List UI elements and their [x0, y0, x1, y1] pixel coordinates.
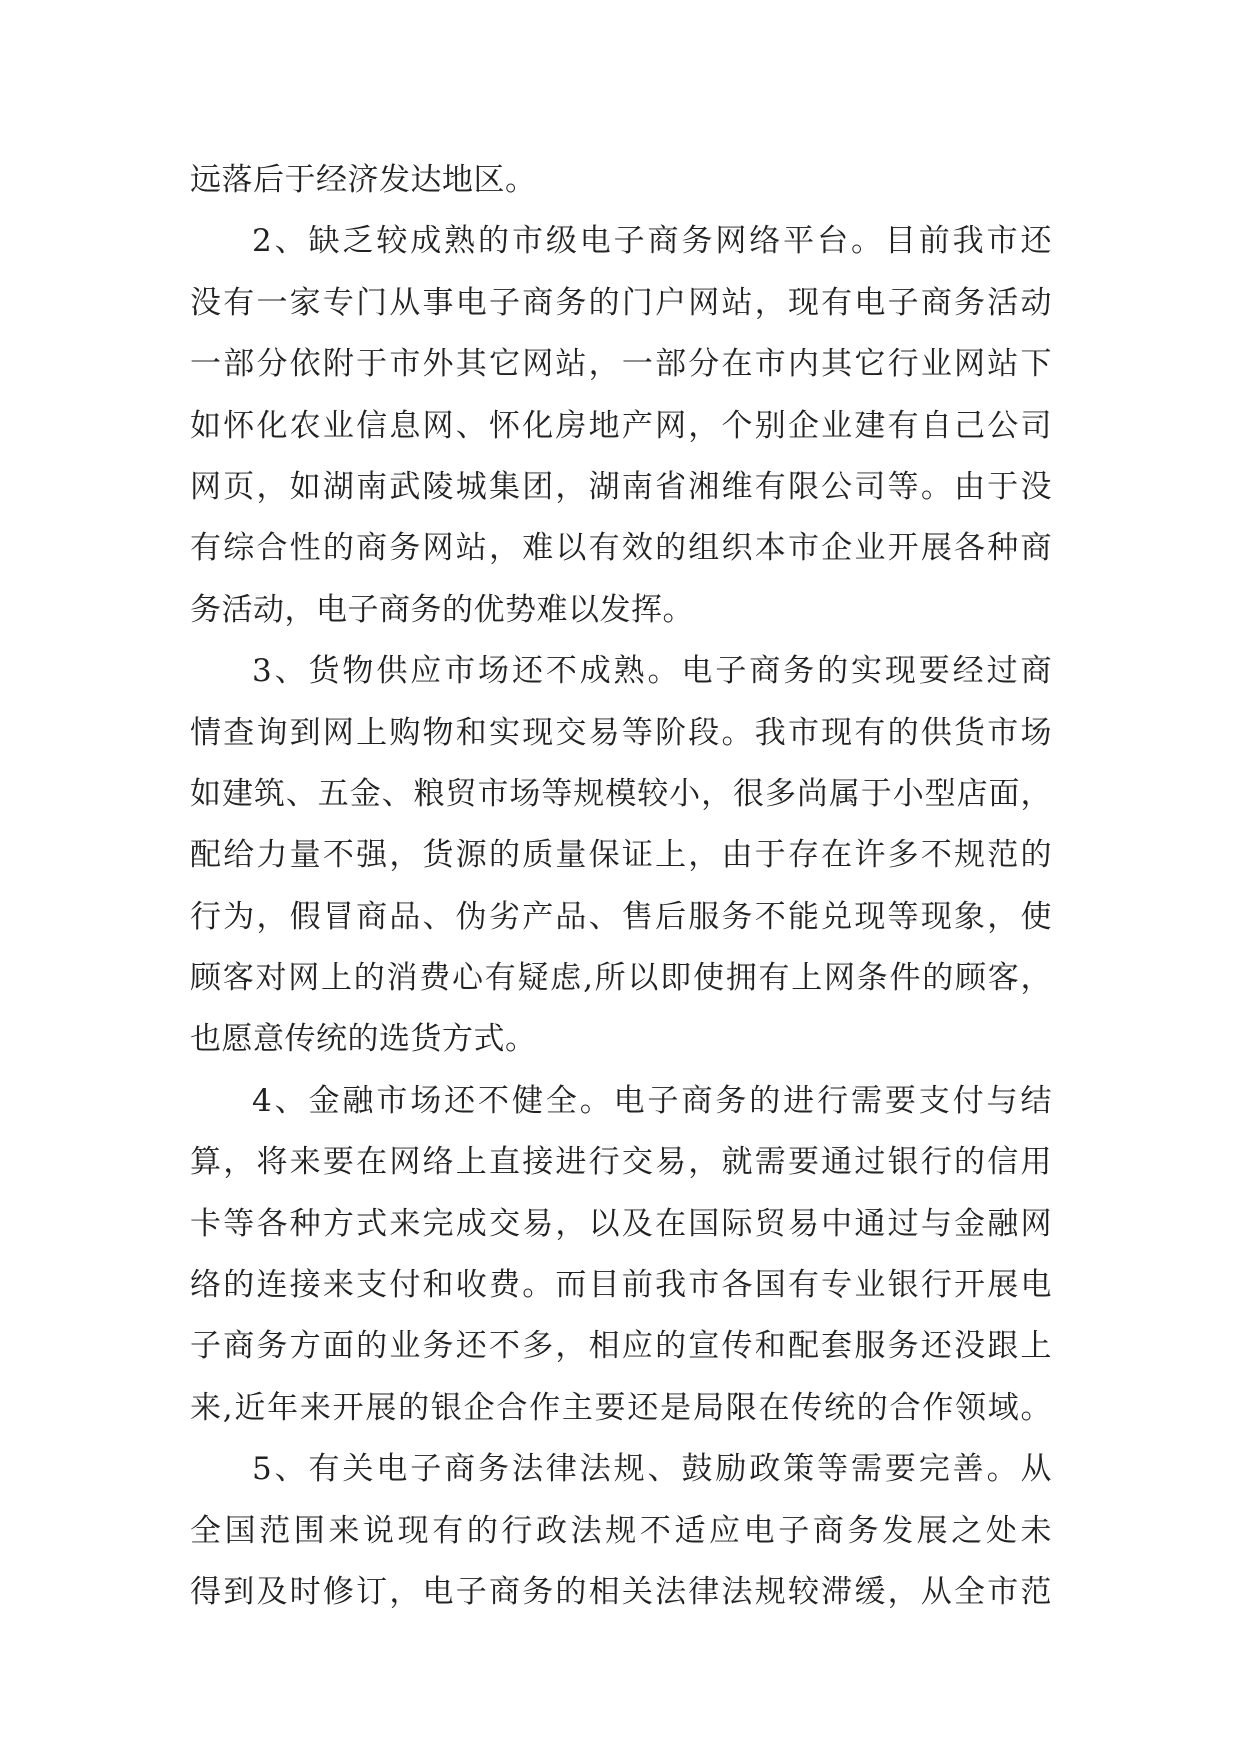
text-line: 务活动，电子商务的优势难以发挥。: [190, 591, 694, 628]
text-line: 3、货物供应市场还不成熟。电子商务的实现要经过商: [252, 653, 1052, 690]
text-line: 2、缺乏较成熟的市级电子商务网络平台。目前我市还: [252, 223, 1052, 260]
text-line: 配给力量不强，货源的质量保证上，由于存在许多不规范的: [190, 837, 1052, 874]
text-line: 5、有关电子商务法律法规、鼓励政策等需要完善。从: [252, 1451, 1052, 1488]
text-line: 顾客对网上的消费心有疑虑,所以即使拥有上网条件的顾客，: [190, 960, 1052, 997]
text-line: 行为，假冒商品、伪劣产品、售后服务不能兑现等现象，使: [190, 898, 1052, 935]
text-line: 卡等各种方式来完成交易，以及在国际贸易中通过与金融网: [190, 1205, 1052, 1242]
text-line: 情查询到网上购物和实现交易等阶段。我市现有的供货市场: [190, 714, 1052, 751]
text-line: 也愿意传统的选货方式。: [190, 1021, 537, 1058]
document-body: [190, 150, 1052, 1623]
text-line: 有综合性的商务网站，难以有效的组织本市企业开展各种商: [190, 530, 1052, 567]
text-line: 络的连接来支付和收费。而目前我市各国有专业银行开展电: [190, 1267, 1052, 1304]
text-line: 来,近年来开展的银企合作主要还是局限在传统的合作领域。: [190, 1389, 1052, 1426]
text-line: 如怀化农业信息网、怀化房地产网，个别企业建有自己公司: [190, 407, 1052, 444]
text-line: 远落后于经济发达地区。: [190, 162, 537, 198]
text-line: 4、金融市场还不健全。电子商务的进行需要支付与结: [252, 1082, 1052, 1119]
text-line: 没有一家专门从事电子商务的门户网站，现有电子商务活动: [190, 284, 1052, 321]
text-line: 网页，如湖南武陵城集团，湖南省湘维有限公司等。由于没: [190, 468, 1052, 505]
text-line: 子商务方面的业务还不多，相应的宣传和配套服务还没跟上: [190, 1328, 1052, 1365]
text-line: 一部分依附于市外其它网站，一部分在市内其它行业网站下: [190, 346, 1052, 383]
text-line: 得到及时修订，电子商务的相关法律法规较滞缓，从全市范: [190, 1573, 1052, 1610]
text-line: 算，将来要在网络上直接进行交易，就需要通过银行的信用: [190, 1144, 1052, 1181]
text-line: 全国范围来说现有的行政法规不适应电子商务发展之处未: [190, 1512, 1052, 1549]
text-line: 如建筑、五金、粮贸市场等规模较小，很多尚属于小型店面，: [190, 775, 1052, 812]
